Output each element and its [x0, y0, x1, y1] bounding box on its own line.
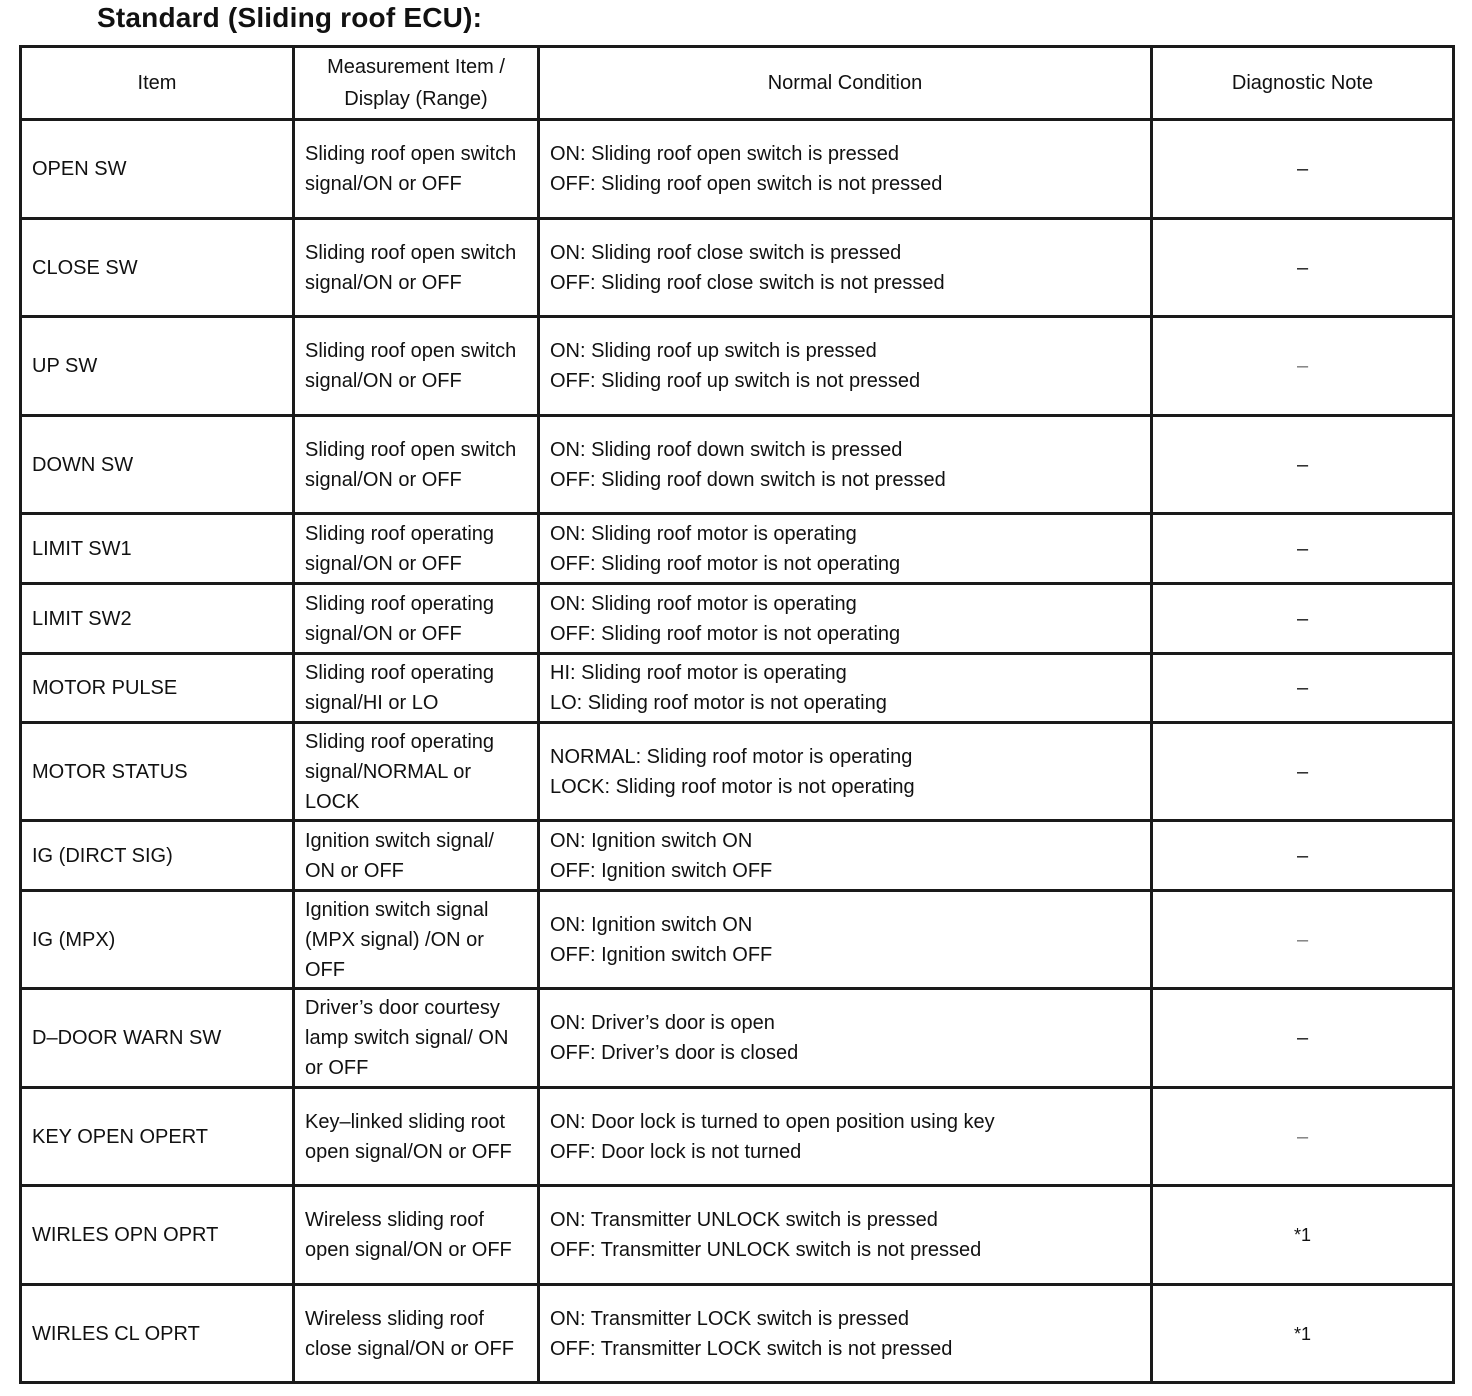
item-cell: MOTOR STATUS: [21, 723, 294, 821]
condition-line: ON: Door lock is turned to open position using key: [550, 1110, 995, 1133]
note-cell: –: [1152, 1088, 1454, 1186]
condition-line: OFF: Door lock is not turned: [550, 1140, 802, 1163]
condition-line: OFF: Sliding roof motor is not operating: [550, 552, 901, 575]
note-cell: –: [1152, 584, 1454, 654]
condition-line: OFF: Sliding roof close switch is not pressed: [550, 271, 945, 294]
condition-line: OFF: Driver’s door is closed: [550, 1042, 799, 1064]
condition-line: ON: Transmitter UNLOCK switch is pressed: [550, 1209, 938, 1231]
header-condition: Normal Condition: [539, 47, 1152, 120]
condition-cell: [539, 1088, 1152, 1186]
table-row: [21, 317, 1454, 416]
table-header-row: [21, 47, 1454, 120]
condition-cell: [539, 1186, 1152, 1285]
page-title: Standard (Sliding roof ECU):: [97, 2, 483, 33]
measurement-cell: Sliding roof operating signal/ON or OFF: [294, 514, 539, 584]
item-cell: LIMIT SW2: [21, 584, 294, 654]
condition-cell: [539, 416, 1152, 514]
measurement-cell: Driver’s door courtesy lamp switch signal/ ON or OFF: [294, 989, 539, 1088]
note-cell: –: [1152, 821, 1454, 891]
item-cell: MOTOR PULSE: [21, 654, 294, 723]
table-row: [21, 821, 1454, 891]
table-row: [21, 416, 1454, 514]
header-measurement: Measurement Item / Display (Range): [294, 47, 539, 120]
condition-line: OFF: Ignition switch OFF: [550, 943, 773, 966]
measurement-cell: Key–linked sliding root open signal/ON or OFF: [294, 1088, 539, 1186]
condition-cell: [539, 1285, 1152, 1383]
condition-line: ON: Ignition switch ON: [550, 829, 753, 852]
note-cell: *1: [1152, 1186, 1454, 1285]
note-cell: –: [1152, 723, 1454, 821]
measurement-cell: Sliding roof operating signal/HI or LO: [294, 654, 539, 723]
note-cell: –: [1152, 514, 1454, 584]
condition-line: OFF: Sliding roof up switch is not pressed: [550, 370, 921, 392]
table-row: [21, 723, 1454, 821]
item-cell: IG (MPX): [21, 891, 294, 989]
condition-line: ON: Driver’s door is open: [550, 1012, 775, 1034]
condition-line: ON: Sliding roof open switch is pressed: [550, 143, 900, 165]
condition-cell: [539, 891, 1152, 989]
note-cell: –: [1152, 416, 1454, 514]
table-row: [21, 1088, 1454, 1186]
table-row: [21, 989, 1454, 1088]
measurement-cell: Ignition switch signal/ ON or OFF: [294, 821, 539, 891]
item-cell: OPEN SW: [21, 120, 294, 219]
condition-line: OFF: Sliding roof motor is not operating: [550, 622, 901, 645]
condition-line: ON: Ignition switch ON: [550, 913, 753, 936]
item-cell: IG (DIRCT SIG): [21, 821, 294, 891]
measurement-cell: Sliding roof open switch signal/ON or OFF: [294, 317, 539, 416]
note-cell: –: [1152, 219, 1454, 317]
table-row: [21, 219, 1454, 317]
measurement-cell: Sliding roof operating signal/NORMAL or LOCK: [294, 723, 539, 821]
item-cell: UP SW: [21, 317, 294, 416]
condition-line: ON: Transmitter LOCK switch is pressed: [550, 1307, 909, 1330]
condition-line: HI: Sliding roof motor is operating: [550, 662, 847, 684]
note-cell: –: [1152, 891, 1454, 989]
item-cell: CLOSE SW: [21, 219, 294, 317]
measurement-cell: Wireless sliding roof open signal/ON or OFF: [294, 1186, 539, 1285]
condition-cell: [539, 219, 1152, 317]
condition-line: ON: Sliding roof motor is operating: [550, 522, 857, 545]
table-row: [21, 514, 1454, 584]
condition-line: OFF: Sliding roof open switch is not pressed: [550, 173, 943, 195]
table-row: [21, 1285, 1454, 1383]
condition-cell: [539, 654, 1152, 723]
condition-line: LOCK: Sliding roof motor is not operating: [550, 775, 915, 798]
condition-line: OFF: Ignition switch OFF: [550, 859, 773, 882]
condition-line: OFF: Sliding roof down switch is not pressed: [550, 468, 946, 491]
data-table: [19, 45, 1455, 1384]
note-cell: *1: [1152, 1285, 1454, 1383]
condition-line: OFF: Transmitter LOCK switch is not pressed: [550, 1337, 953, 1360]
condition-cell: [539, 723, 1152, 821]
condition-cell: [539, 514, 1152, 584]
measurement-cell: Ignition switch signal (MPX signal) /ON or OFF: [294, 891, 539, 989]
condition-cell: [539, 120, 1152, 219]
condition-cell: [539, 584, 1152, 654]
measurement-cell: Sliding roof operating signal/ON or OFF: [294, 584, 539, 654]
condition-line: ON: Sliding roof down switch is pressed: [550, 438, 903, 461]
table-row: [21, 654, 1454, 723]
header-item: Item: [21, 47, 294, 120]
item-cell: D–DOOR WARN SW: [21, 989, 294, 1088]
item-cell: LIMIT SW1: [21, 514, 294, 584]
item-cell: KEY OPEN OPERT: [21, 1088, 294, 1186]
table-row: [21, 1186, 1454, 1285]
measurement-cell: Wireless sliding roof close signal/ON or OFF: [294, 1285, 539, 1383]
condition-line: ON: Sliding roof motor is operating: [550, 592, 857, 615]
item-cell: DOWN SW: [21, 416, 294, 514]
table-row: [21, 891, 1454, 989]
condition-cell: [539, 317, 1152, 416]
measurement-cell: Sliding roof open switch signal/ON or OFF: [294, 416, 539, 514]
condition-line: LO: Sliding roof motor is not operating: [550, 692, 887, 714]
condition-cell: [539, 821, 1152, 891]
measurement-cell: Sliding roof open switch signal/ON or OFF: [294, 219, 539, 317]
condition-line: NORMAL: Sliding roof motor is operating: [550, 745, 913, 768]
table-row: [21, 120, 1454, 219]
condition-line: ON: Sliding roof close switch is pressed: [550, 241, 902, 264]
condition-line: ON: Sliding roof up switch is pressed: [550, 340, 877, 362]
note-cell: –: [1152, 654, 1454, 723]
header-note: Diagnostic Note: [1152, 47, 1454, 120]
condition-line: OFF: Transmitter UNLOCK switch is not pressed: [550, 1239, 982, 1261]
condition-cell: [539, 989, 1152, 1088]
measurement-cell: Sliding roof open switch signal/ON or OFF: [294, 120, 539, 219]
table-body: [21, 120, 1454, 1383]
note-cell: –: [1152, 120, 1454, 219]
note-cell: –: [1152, 989, 1454, 1088]
table-row: [21, 584, 1454, 654]
item-cell: WIRLES CL OPRT: [21, 1285, 294, 1383]
note-cell: –: [1152, 317, 1454, 416]
item-cell: WIRLES OPN OPRT: [21, 1186, 294, 1285]
